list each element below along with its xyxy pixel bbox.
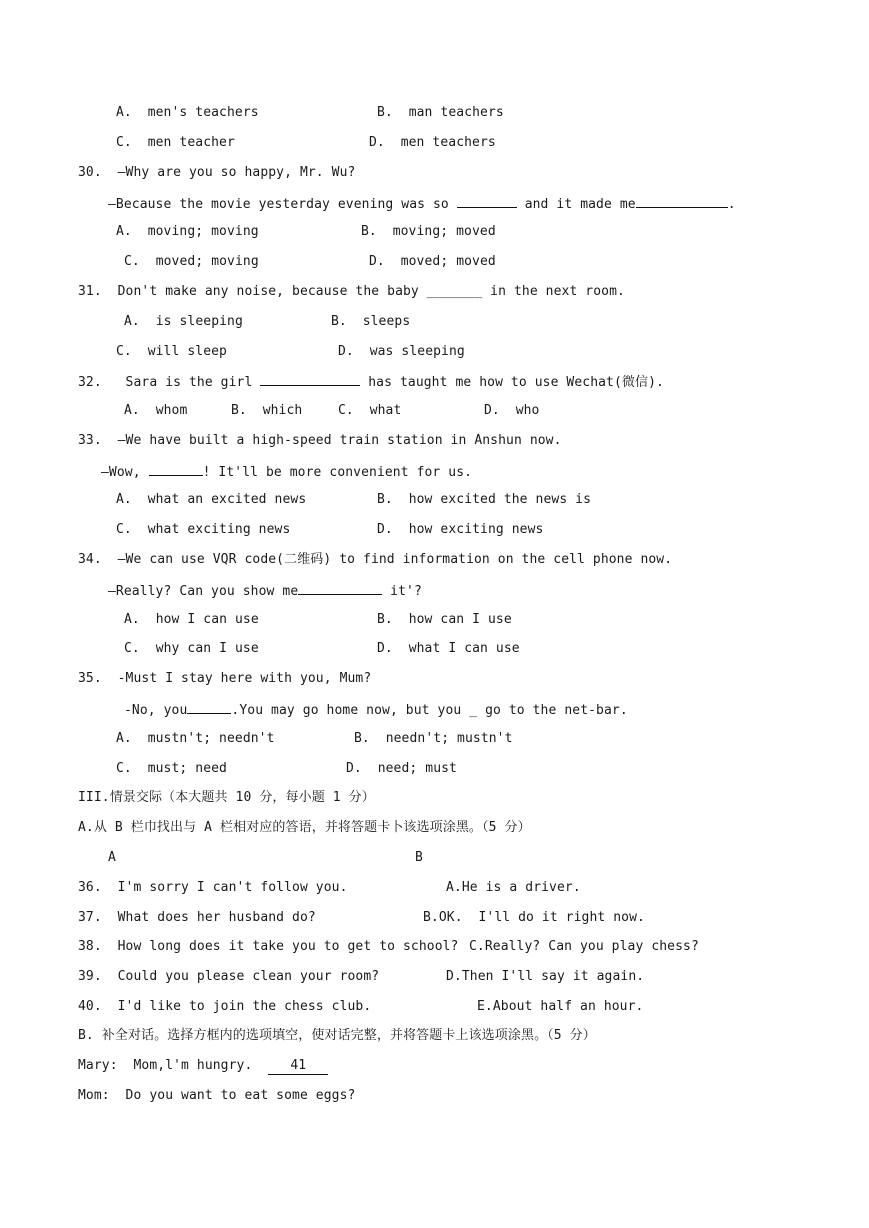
q30-option-c: C. moved; moving — [124, 254, 259, 269]
q30-line2-end: . — [727, 197, 736, 212]
q35-option-b: B. needn't; mustn't — [354, 731, 513, 746]
q32-stem-pre: 32. Sara is the girl — [78, 375, 261, 390]
q30-option-a: A. moving; moving — [116, 224, 259, 239]
q33-option-d: D. how exciting news — [377, 522, 544, 537]
q31-option-c: C. will sleep — [116, 344, 227, 359]
match-question: 36. I'm sorry I can't follow you. — [78, 880, 348, 895]
match-question: 39. Could you please clean your room? — [78, 969, 380, 984]
q34-line2-pre: —Really? Can you show me — [108, 584, 299, 599]
q34-line2 — [108, 582, 422, 600]
dialog-line: Mom: Do you want to eat some eggs? — [78, 1088, 356, 1103]
answer-blank — [260, 373, 360, 386]
q35-option-d: D. need; must — [346, 761, 457, 776]
answer-blank — [457, 195, 517, 208]
q30-line2-pre: —Because the movie yesterday evening was so — [108, 197, 457, 212]
match-answer: E.About half an hour. — [477, 999, 644, 1014]
q33-option-b: B. how excited the news is — [377, 492, 592, 507]
q30-line2-mid: and it made me — [516, 197, 636, 212]
q31-stem: 31. Don't make any noise, because the baby _______ in the next room. — [78, 284, 625, 299]
dialog-line — [78, 1058, 328, 1075]
q34-stem: 34. —We can use VQR code(二维码) to find information on the cell phone now. — [78, 552, 673, 567]
dialog-line-text: Mary: Mom,l'm hungry. — [78, 1058, 269, 1073]
q32-stem-post: has taught me how to use Wechat(微信). — [360, 375, 664, 390]
q35-stem: 35. -Must I stay here with you, Mum? — [78, 671, 372, 686]
q35-line2-post: .You may go home now, but you _ go to the net-bar. — [231, 703, 628, 718]
q29-option-c: C. men teacher — [116, 135, 235, 150]
q34-line2-post: it'? — [382, 584, 422, 599]
q34-option-d: D. what I can use — [377, 641, 520, 656]
q33-option-a: A. what an excited news — [116, 492, 307, 507]
section-title: III.情景交际（本大题共 10 分，每小题 1 分） — [78, 790, 375, 805]
q33-option-c: C. what exciting news — [116, 522, 291, 537]
q29-option-a: A. men's teachers — [116, 105, 259, 120]
q33-line2 — [101, 463, 472, 481]
q29-option-b: B. man teachers — [377, 105, 504, 120]
column-b-header: B — [415, 850, 423, 865]
q33-line2-pre: —Wow, — [101, 465, 149, 480]
q30-option-b: B. moving; moved — [361, 224, 496, 239]
match-question: 40. I'd like to join the chess club. — [78, 999, 372, 1014]
match-answer: C.Really? Can you play chess? — [469, 939, 699, 954]
q33-line2-post: ! It'll be more convenient for us. — [202, 465, 473, 480]
q35-line2 — [124, 701, 628, 719]
match-answer: A.He is a driver. — [446, 880, 581, 895]
q32-option-b: B. which — [231, 403, 303, 418]
column-a-header: A — [108, 850, 116, 865]
match-question: 37. What does her husband do? — [78, 910, 316, 925]
match-answer: D.Then I'll say it again. — [446, 969, 645, 984]
answer-blank — [187, 701, 231, 714]
q32-option-c: C. what — [338, 403, 402, 418]
q32-stem — [78, 373, 664, 391]
part-b-instruction: B. 补全对话。选择方框内的选项填空，使对话完整，并将答题卡上该选项涂黑。（5 分） — [78, 1028, 596, 1043]
q33-stem: 33. —We have built a high-speed train station in Anshun now. — [78, 433, 562, 448]
answer-blank — [636, 195, 728, 208]
q34-option-c: C. why can I use — [124, 641, 259, 656]
q30-option-d: D. moved; moved — [369, 254, 496, 269]
q31-option-b: B. sleeps — [331, 314, 411, 329]
q29-option-d: D. men teachers — [369, 135, 496, 150]
q30-stem: 30. —Why are you so happy, Mr. Wu? — [78, 165, 356, 180]
answer-blank — [149, 463, 203, 476]
match-answer: B.OK. I'll do it right now. — [423, 910, 645, 925]
match-question: 38. How long does it take you to get to school? — [78, 939, 459, 954]
part-a-instruction: A.从 B 栏巾找出与 A 栏相对应的答语，并将答题卡卜该选项涂黑。（5 分） — [78, 820, 531, 835]
q31-option-a: A. is sleeping — [124, 314, 243, 329]
q34-option-a: A. how I can use — [124, 612, 259, 627]
q35-line2-pre: -No, you — [124, 703, 188, 718]
q30-line2 — [108, 195, 736, 213]
q35-option-a: A. mustn't; needn't — [116, 731, 275, 746]
q32-option-d: D. who — [484, 403, 540, 418]
q35-option-c: C. must; need — [116, 761, 227, 776]
numbered-blank: 41 — [268, 1058, 328, 1075]
q31-option-d: D. was sleeping — [338, 344, 465, 359]
q32-option-a: A. whom — [124, 403, 188, 418]
q34-option-b: B. how can I use — [377, 612, 512, 627]
answer-blank — [298, 582, 382, 595]
